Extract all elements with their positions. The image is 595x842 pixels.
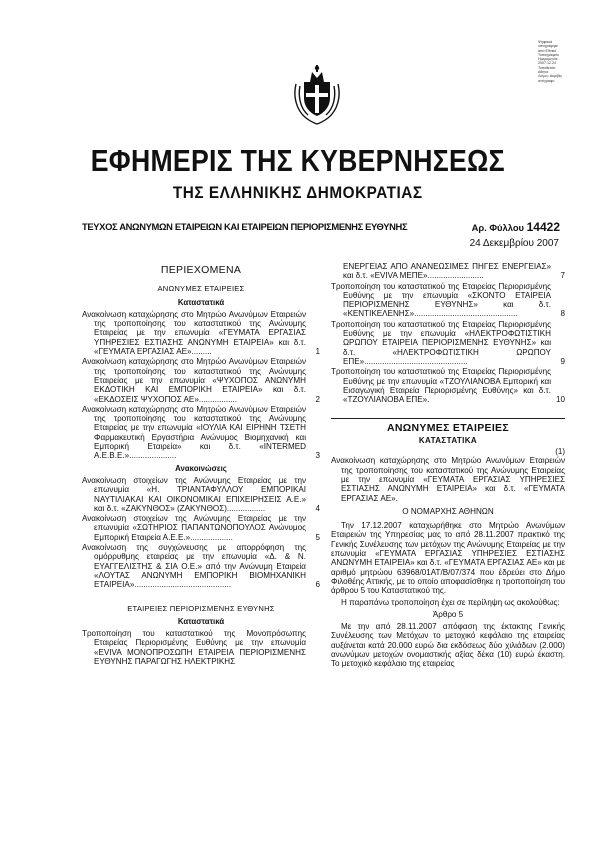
announcement-title: Ανακοίνωση καταχώρησης στο Μητρώο Ανωνύμων Εταιρειών της τροποποίησης του καταστατικού της Ανώνυμης Εταιρείας με την επωνυμία «ΓΕΥΜΑΤΑ ΕΡΓΑΣΙΑΣ ΥΠΗΡΕΣΙΕΣ ΕΣΤΙΑΣΗΣ ΑΝΩΝΥΜΗ ΕΤΑΙΡΕΙΑ» και δ.τ. «ΓΕΥΜΑΤΑ ΕΡΓΑΣΙΑΣ ΑΕ».	[331, 456, 565, 503]
contents-column	[82, 262, 320, 667]
gazette-subtitle: ΤΗΣ ΕΛΛΗΝΙΚΗΣ ΔΗΜΟΚΡΑΤΙΑΣ	[172, 183, 423, 202]
digital-signature-stamp: Ψηφιακά υπογράφηκε από Εθνικό Τυπογραφείο Ημερομηνία: 2007.12.24 Τοποθεσία: Αθήνα Λόγος: Ακριβές αντίγραφο	[538, 40, 563, 83]
toc-title: ΠΕΡΙΕΧΟΜΕΝΑ	[160, 264, 242, 276]
article-heading: Άρθρο 5	[432, 609, 464, 619]
toc-entry[interactable]: Ανακοίνωση στοιχείων της Ανώνυμης Εταιρείας με την επωνυμία «Η. ΤΡΙΑΝΤΑΦΥΛΛΟΥ ΕΜΠΟΡΙΚΑΙ ΝΑΥΤΙΛΙΑΚΑΙ ΚΑΙ ΟΙΚΟΝΟΜΙΚΑΙ ΕΠΙΧΕΙΡΗΣΕΙΣ Α.Ε.» και δ.τ. «ΖΑΚΥΝΘΟΣ» (ΖΑΚΥΝΘΟΣ)................. 4	[82, 475, 320, 513]
toc-subsection-katastatika: Καταστατικά	[177, 297, 225, 307]
toc-entry[interactable]: Τροποποίηση του καταστατικού της Εταιρείας Περιορισμένης Ευθύνης με την επωνυμία «ΣΚΟΝΤΟ ΕΤΑΙΡΕΙΑ ΠΕΡΙΟΡΙΣΜΕΝΗΣ ΕΥΘΥΝΗΣ» και δ.τ. «ΚΕΝΤΙΚΕΛΕΝΗΣ».............................................. 8	[331, 281, 565, 319]
toc-entry[interactable]: Τροποποίηση του καταστατικού της Μονοπρόσωπης Εταιρείας Περιορισμένης Ευθύνης με την επωνυμία «EVIVA ΜΟΝΟΠΡΟΣΩΠΗ ΕΤΑΙΡΕΙΑ ΠΕΡΙΟΡΙΣΜΕΝΗΣ ΕΥΘΥΝΗΣ ΠΑΡΑΓΩΓΗΣ ΗΛΕΚΤΡΙΚΗΣ	[82, 629, 306, 666]
issuing-authority: Ο ΝΟΜΑΡΧΗΣ ΑΘΗΝΩΝ	[402, 506, 494, 516]
body-section-title: ΑΝΩΝΥΜΕΣ ΕΤΑΙΡΕΙΕΣ	[331, 418, 565, 433]
body-paragraph: Την 17.12.2007 καταχωρήθηκε στο Μητρώο Ανωνύμων Εταιρειών της Υπηρεσίας μας το από 28.11.2007 πρακτικό της Γενικής Συνέλευσης των μετόχων της Ανώνυμης Εταιρείας με την επωνυμία «ΓΕΥΜΑΤΑ ΕΡΓΑΣΙΑΣ ΥΠΗΡΕΣΙΕΣ ΕΣΤΙΑΣΗΣ ΑΝΩΝΥΜΗ ΕΤΑΙΡΕΙΑ» και δ.τ. «ΓΕΥΜΑΤΑ ΕΡΓΑΣΙΑΣ ΑΕ» και με αριθμό μητρώου 63968/01ΑΤ/Β/07/374 που έδρεύει στο Δήμο Φιλοθέης Αττικής, με το οποίο αποφασίσθηκε η τροποποίηση του άρθρου 5 του Καταστατικού της.	[331, 521, 565, 596]
issue-series: ΤΕΥΧΟΣ ΑΝΩΝΥΜΩΝ ΕΤΑΙΡΕΙΩΝ ΚΑΙ ΕΤΑΙΡΕΙΩΝ ΠΕΡΙΟΡΙΣΜΕΝΗΣ ΕΥΘΥΝΗΣ	[82, 221, 408, 232]
sheet-number: Αρ. Φύλλου 14422	[471, 220, 560, 234]
greek-coat-of-arms-icon	[290, 62, 344, 126]
toc-section-ae: ΑΝΩΝΥΜΕΣ ΕΤΑΙΡΕΙΕΣ	[157, 284, 245, 294]
toc-entry[interactable]: Ανακοίνωση καταχώρησης στο Μητρώο Ανωνύμων Εταιρειών της τροποποίησης του καταστατικού της Ανώνυμης Εταιρείας με την επωνυμία «ΓΕΥΜΑΤΑ ΕΡΓΑΣΙΑΣ ΥΠΗΡΕΣΙΕΣ ΕΣΤΙΑΣΗΣ ΑΝΩΝΥΜΗ ΕΤΑΙΡΕΙΑ» και δ.τ. «ΓΕΥΜΑΤΑ ΕΡΓΑΣΙΑΣ ΑΕ»......... 1	[82, 309, 320, 357]
main-column	[331, 262, 565, 671]
toc-subsection-anakoinoseis: Ανακοινώσεις	[175, 463, 227, 473]
toc-entry-continued[interactable]: ΕΝΕΡΓΕΙΑΣ ΑΠΟ ΑΝΑΝΕΩΣΙΜΕΣ ΠΗΓΕΣ ΕΝΕΡΓΕΙΑΣ» και δ.τ. «EVIVA ΜΕΠΕ»......................... 7	[343, 262, 565, 281]
toc-entry[interactable]: Ανακοίνωση καταχώρησης στο Μητρώο Ανωνύμων Εταιρειών της τροποποίησης του καταστατικού της Ανώνυμης Εταιρείας με την επωνυμία «ΙΟΥΛΙΑ ΚΑΙ ΕΙΡΗΝΗ ΤΣΕΤΗ Φαρμακευτική Εργαστήρια Ανώνυμος Βιομηχανική και Εμπορική Εταιρεία» και δ.τ. «INTERMED Α.Ε.Β.Ε.»..................... 3	[82, 404, 320, 461]
toc-subsection-katastatika-epe: Καταστατικά	[177, 616, 225, 626]
toc-entry[interactable]: Ανακοίνωση καταχώρησης στο Μητρώο Ανωνύμων Εταιρειών της τροποποίησης του καταστατικού της Ανώνυμης Εταιρείας με την επωνυμία «ΨΥΧΟΠΟΣ ΑΝΩΝΥΜΗ ΕΚΔΟΤΙΚΗ ΚΑΙ ΕΜΠΟΡΙΚΗ ΕΤΑΙΡΕΙΑ» και δ.τ. «ΕΚΔΟΣΕΙΣ ΨΥΧΟΠΟΣ ΑΕ»................. 2	[82, 357, 320, 404]
announcement-number: (1)	[555, 447, 565, 457]
toc-entry[interactable]: Ανακοίνωση στοιχείων της Ανώνυμης Εταιρείας με την επωνυμία «ΣΩΤΗΡΙΟΣ ΠΑΠΑΝΤΩΝΟΠΟΥΛΟΣ Ανώνυμος Εμπορική Εταιρεία Α.Ε.Ε.»................... 5	[82, 514, 320, 542]
toc-entry[interactable]: Τροποποίηση του καταστατικού της Εταιρείας Περιορισμένης Ευθύνης με την επωνυμία «ΤΖΟΥΛΙΑΝΟΒΑ Εμπορική και Εισαγωγική Εταιρεία Περιορισμένης Ευθύνης» και δ.τ. «ΤΖΟΥΛΙΑΝΟΒΑ ΕΠΕ». 10	[331, 367, 565, 405]
issue-info-row	[82, 220, 560, 234]
body-subsection-title: ΚΑΤΑΣΤΑΤΙΚΑ	[418, 435, 478, 445]
body-paragraph: Με την από 28.11.2007 απόφαση της έκτακτης Γενικής Συνέλευσης των Μετόχων το μετοχικό κεφάλαιο της εταιρείας αυξάνεται κατά 20.000 ευρώ δια εκδόσεως δύο χιλιάδων (2.000) ανωνύμων μετοχών ονομαστικής αξίας δέκα (10) ευρώ έκαστη. Το μετοχικό κεφάλαιο της εταιρείας	[331, 622, 565, 669]
gazette-title: ΕΦΗΜΕΡΙΣ ΤΗΣ ΚΥΒΕΡΝΗΣΕΩΣ	[90, 143, 505, 178]
toc-entry[interactable]: Ανακοίνωση της συγχώνευσης με απορρόφηση της ομόρρυθμης εταιρείας με την επωνυμία «Δ. & Ν. ΕΥΑΓΓΕΛΙΣΤΗΣ & ΣΙΑ Ο.Ε.» από την Ανώνυμη Εταιρεία «ΛΟΥΤΑΣ ΑΝΩΝΥΜΗ ΕΜΠΟΡΙΚΗ ΒΙΟΜΗΧΑΝΙΚΗ ΕΤΑΙΡΕΙΑ»........................................... 6	[82, 543, 320, 590]
toc-section-epe: ΕΤΑΙΡΕΙΕΣ ΠΕΡΙΟΡΙΣΜΕΝΗΣ ΕΥΘΥΝΗΣ	[127, 603, 275, 613]
body-paragraph: Η παραπάνω τροποποίηση έχει σε περίληψη ως ακολούθως:	[341, 597, 560, 607]
toc-entry[interactable]: Τροποποίηση του καταστατικού της Εταιρείας Περιορισμένης Ευθύνης με την επωνυμία «ΗΛΕΚΤΡΟΦΩΤΙΣΤΙΚΗ ΩΡΩΠΟΥ ΕΤΑΙΡΕΙΑ ΠΕΡΙΟΡΙΣΜΕΝΗΣ ΕΥΘΥΝΗΣ» και δ.τ. «ΗΛΕΚΤΡΟΦΩΤΙΣΤΙΚΗ ΩΡΩΠΟΥ ΕΠΕ».............................................. 9	[331, 319, 565, 366]
issue-date: 24 Δεκεμβρίου 2007	[469, 238, 559, 249]
